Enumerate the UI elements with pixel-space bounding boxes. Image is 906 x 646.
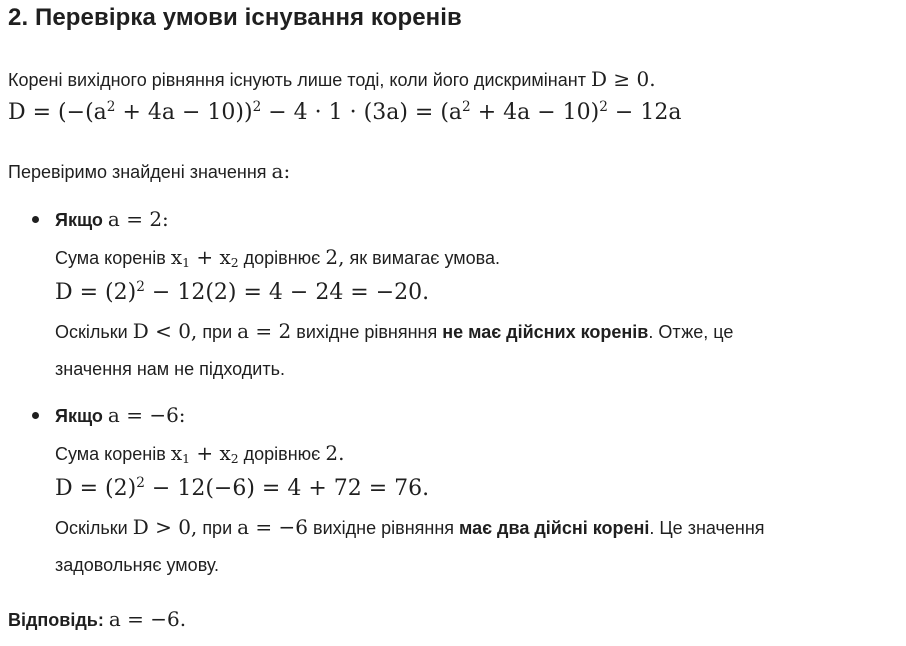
case1-concl-bold: не має дійсних коренів bbox=[442, 322, 649, 342]
case2-conclusion bbox=[55, 514, 765, 541]
check-intro-text: Перевіримо знайдені значення bbox=[8, 162, 267, 182]
formula-part-5: − 12a bbox=[607, 100, 682, 125]
intro-line bbox=[8, 66, 656, 93]
bullet-case-1 bbox=[32, 216, 39, 223]
case1-disc-tail: − 12(2) = 4 − 24 = −20. bbox=[144, 280, 430, 305]
answer-value: a = −6. bbox=[108, 607, 187, 631]
check-intro-var: a: bbox=[271, 159, 291, 183]
case2-sum bbox=[55, 440, 344, 467]
case1-concl-a: Оскільки bbox=[55, 322, 128, 342]
case1-conclusion-line2 bbox=[55, 356, 285, 382]
section-heading: 2. Перевірка умови існування коренів bbox=[8, 4, 462, 31]
intro-condition: D ≥ 0. bbox=[590, 67, 656, 91]
case2-discriminant: $D = (2)^2 - 12(-6) = 4 + 72 = 76$. bbox=[55, 474, 430, 501]
check-intro bbox=[8, 158, 290, 185]
case2-sum-tail: дорівнює bbox=[243, 444, 321, 464]
case2-concl-line2: задовольняє умову. bbox=[55, 555, 220, 575]
formula-part-1: D = (−(a bbox=[8, 100, 107, 125]
case1-sum-text: Сума коренів bbox=[55, 248, 166, 268]
case1-conclusion bbox=[55, 318, 733, 345]
case2-value: a = −6: bbox=[107, 403, 186, 427]
case2-sum-expr: $x_1 + x_2$ bbox=[170, 441, 239, 467]
case1-sum-expr: $x_1 + x_2$ bbox=[170, 245, 239, 271]
case1-value: a = 2: bbox=[107, 207, 169, 231]
case1-concl-line2: значення нам не підходить. bbox=[55, 359, 285, 379]
case1-disc: D = (2) bbox=[55, 280, 137, 305]
case1-title bbox=[55, 206, 169, 233]
case1-label: Якщо bbox=[55, 210, 103, 230]
case1-concl-e: вихідне рівняння bbox=[296, 322, 438, 342]
case2-label: Якщо bbox=[55, 406, 103, 426]
case2-title bbox=[55, 402, 186, 429]
case1-discriminant: $D = (2)^2 - 12(2) = 4 - 24 = -20$. bbox=[55, 278, 430, 305]
case1-concl-d: a = 2 bbox=[237, 319, 292, 343]
intro-text: Корені вихідного рівняння існують лише тоді, коли його дискримінант bbox=[8, 70, 586, 90]
case1-sum-val: 2, bbox=[325, 245, 345, 269]
case2-sum-val: 2. bbox=[325, 441, 345, 465]
case2-concl-e: вихідне рівняння bbox=[313, 518, 455, 538]
case2-concl-c: при bbox=[202, 518, 233, 538]
case1-concl-f: . Отже, це bbox=[648, 322, 734, 342]
formula-part-2: + 4a − 10)) bbox=[115, 100, 253, 125]
case2-disc: D = (2) bbox=[55, 476, 137, 501]
case1-sum-tail: дорівнює bbox=[243, 248, 321, 268]
case1-sum bbox=[55, 244, 500, 271]
answer-line bbox=[8, 606, 186, 633]
answer-label: Відповідь: bbox=[8, 610, 104, 630]
case1-sum-end: як вимагає умова. bbox=[349, 248, 501, 268]
formula-part-4: + 4a − 10) bbox=[470, 100, 600, 125]
case2-sum-text: Сума коренів bbox=[55, 444, 166, 464]
case2-concl-a: Оскільки bbox=[55, 518, 128, 538]
case2-concl-d: a = −6 bbox=[237, 515, 309, 539]
case2-concl-f: . Це значення bbox=[649, 518, 765, 538]
bullet-case-2 bbox=[32, 412, 39, 419]
case2-disc-tail: − 12(−6) = 4 + 72 = 76. bbox=[144, 476, 430, 501]
case2-concl-b: D > 0, bbox=[132, 515, 198, 539]
case1-concl-c: при bbox=[202, 322, 233, 342]
formula-part-3: − 4 · 1 · (3a) = (a bbox=[261, 100, 463, 125]
discriminant-formula: $D = (-(a^2 + 4a - 10))^2 - 4 \cdot 1 \cdot (3a) = (a^2 + 4a - 10)^2 - 12a$ bbox=[8, 98, 682, 125]
case1-concl-b: D < 0, bbox=[132, 319, 198, 343]
case2-concl-bold: має два дійсні корені bbox=[459, 518, 650, 538]
case2-conclusion-line2 bbox=[55, 552, 219, 578]
